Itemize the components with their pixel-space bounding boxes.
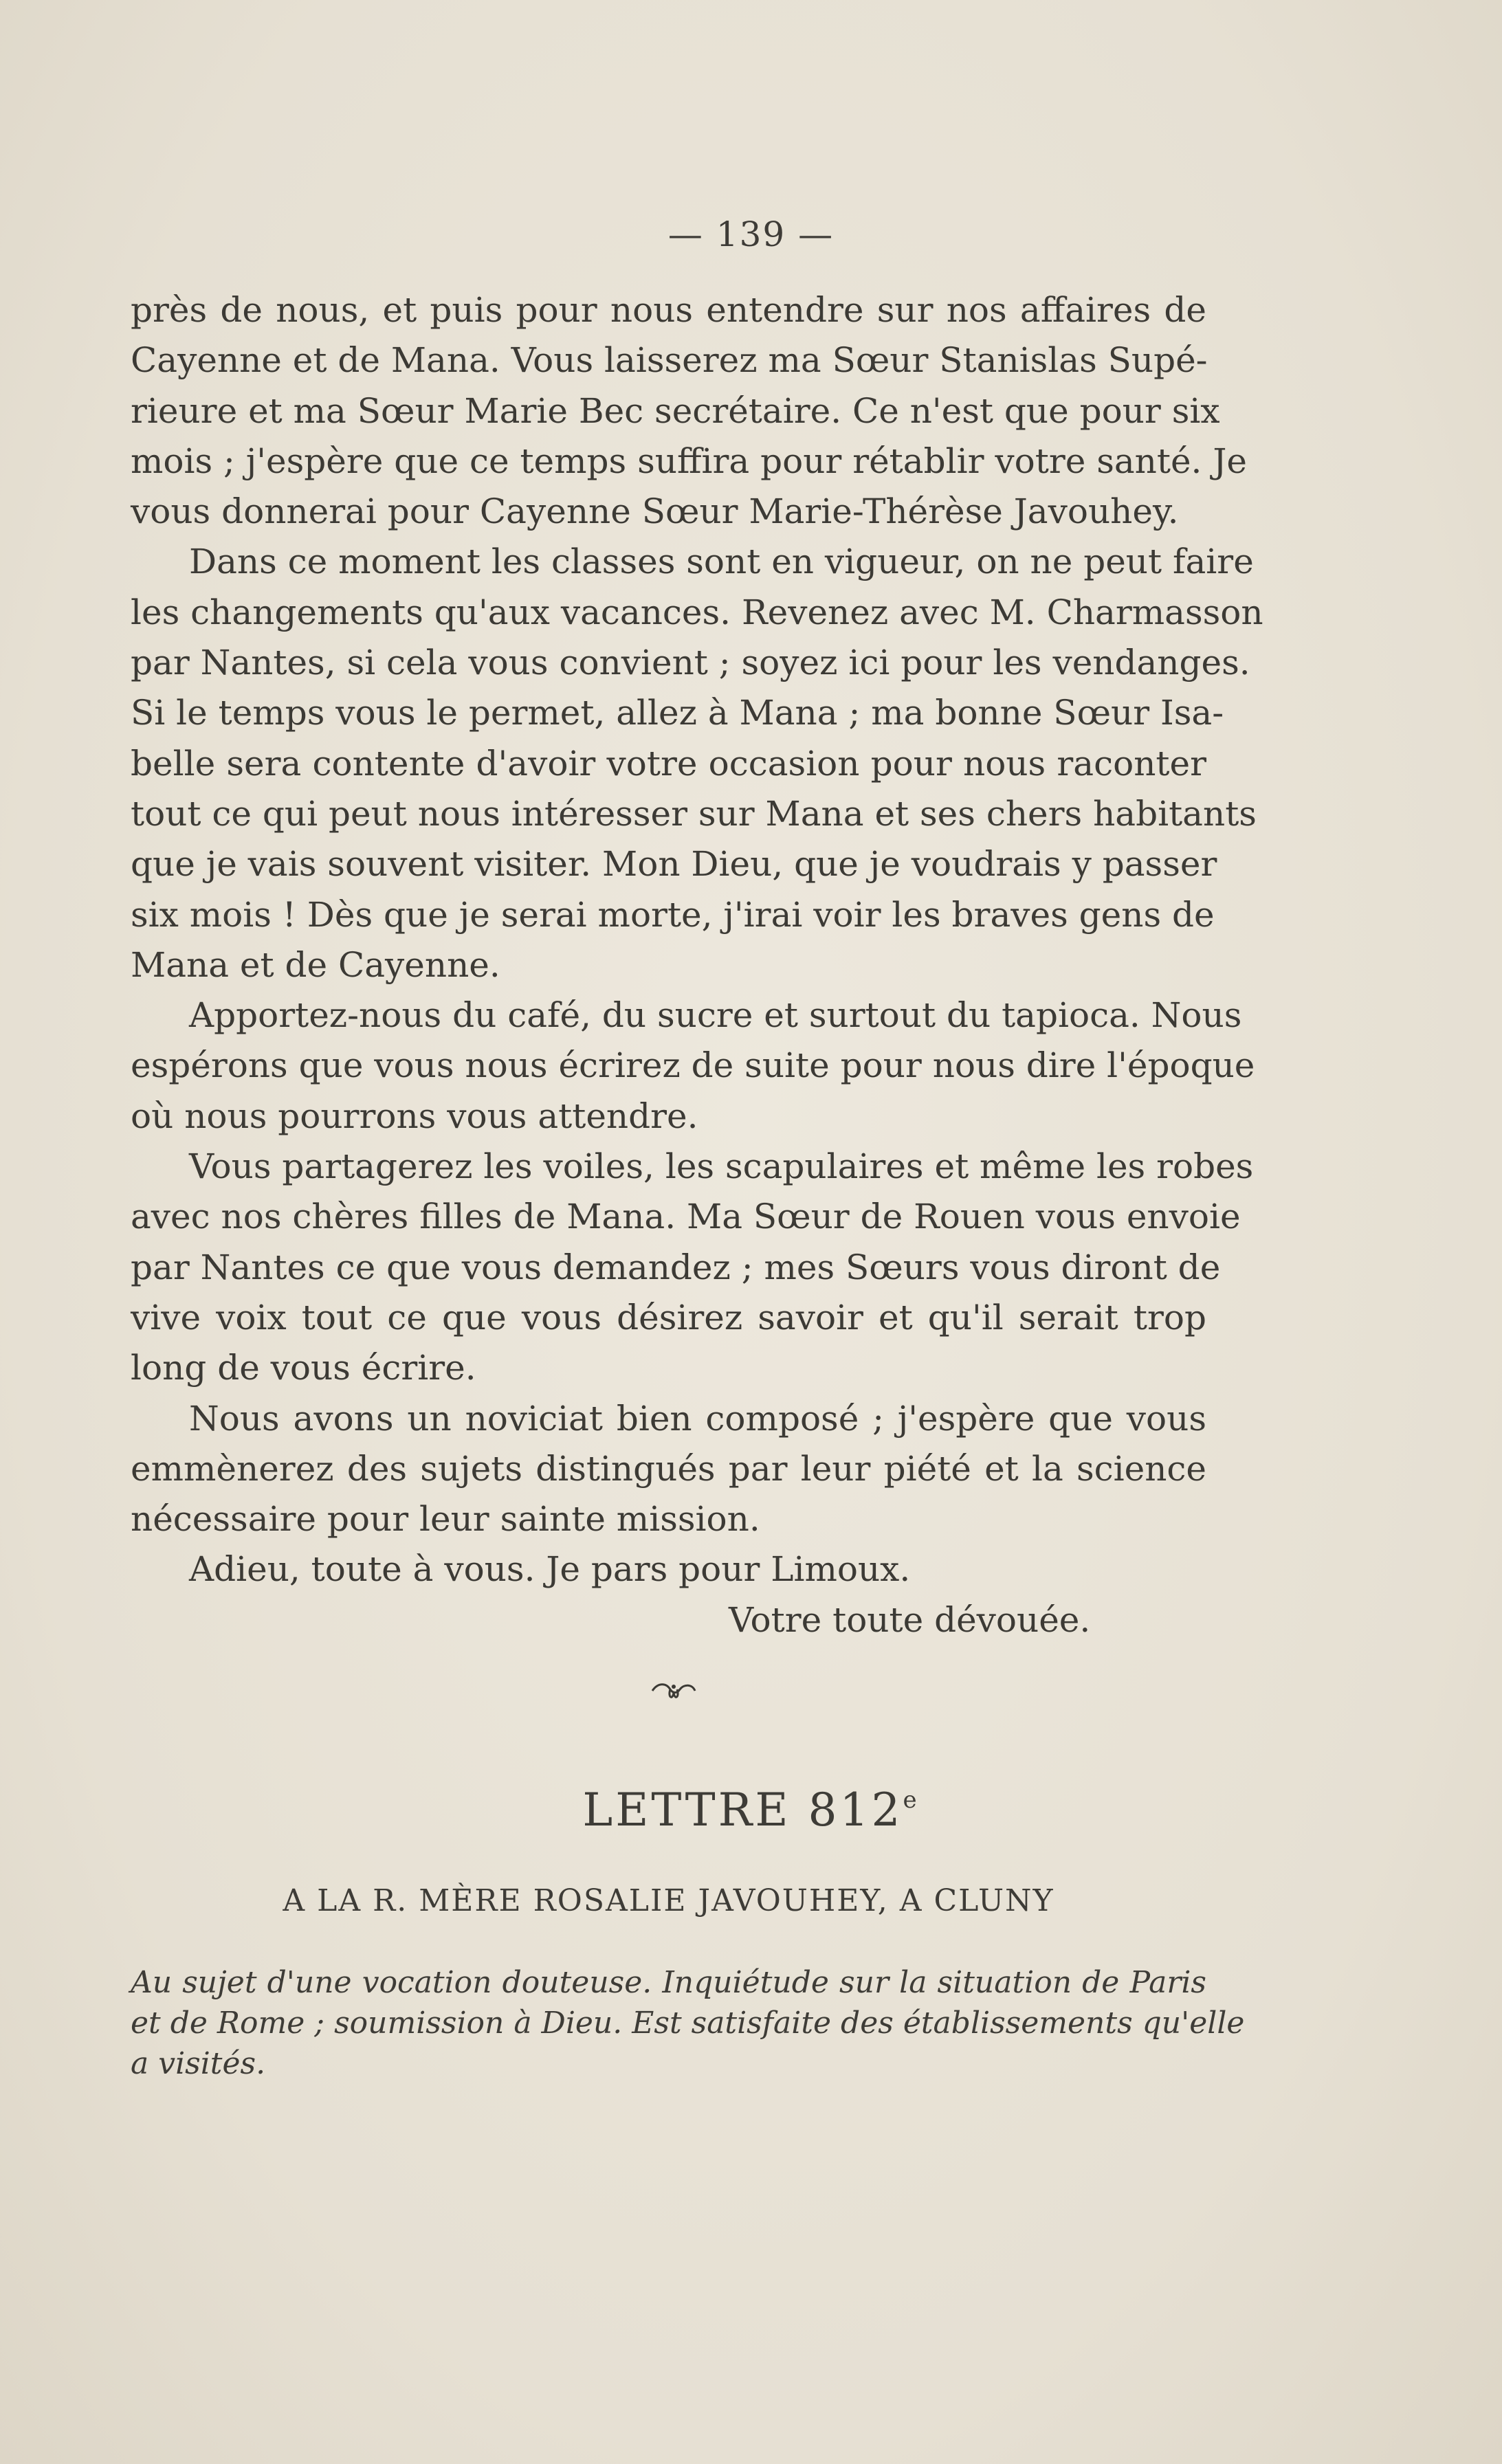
body-line: Mana et de Cayenne. bbox=[131, 944, 500, 985]
page-number: — 139 — bbox=[667, 214, 835, 254]
letter-summary bbox=[131, 1962, 1245, 2084]
body-line: six mois ! Dès que je serai morte, j'irai voir les braves gens de bbox=[131, 894, 1215, 935]
body-line: Cayenne et de Mana. Vous laisserez ma Sœur Stanislas Supé- bbox=[131, 340, 1208, 381]
letter-addressee: A LA R. MÈRE ROSALIE JAVOUHEY, A CLUNY bbox=[283, 1883, 1054, 1918]
body-line: rieure et ma Sœur Marie Bec secrétaire. Ce n'est que pour six bbox=[131, 390, 1220, 431]
body-line: Adieu, toute à vous. Je pars pour Limoux. bbox=[189, 1549, 911, 1590]
body-line: vous donnerai pour Cayenne Sœur Marie-Thérèse Javouhey. bbox=[131, 491, 1179, 532]
body-line: mois ; j'espère que ce temps suffira pour rétablir votre santé. Je bbox=[131, 441, 1247, 481]
body-line: par Nantes ce que vous demandez ; mes Sœurs vous diront de bbox=[131, 1247, 1221, 1287]
letter-title-text: LETTRE 812 bbox=[582, 1784, 903, 1836]
summary-line: et de Rome ; soumission à Dieu. Est satisfaite des établissements qu'elle bbox=[131, 2006, 1245, 2041]
body-line: Vous partagerez les voiles, les scapulaires et même les robes bbox=[189, 1146, 1254, 1187]
body-line: vive voix tout ce que vous désirez savoir et qu'il serait trop bbox=[131, 1297, 1206, 1338]
body-line: Nous avons un noviciat bien composé ; j'espère que vous bbox=[189, 1398, 1206, 1439]
body-line: emmènerez des sujets distingués par leur piété et la science bbox=[131, 1448, 1206, 1489]
body-line: près de nous, et puis pour nous entendre sur nos affaires de bbox=[131, 290, 1206, 330]
body-line: Apportez-nous du café, du sucre et surtout du tapioca. Nous bbox=[189, 995, 1242, 1036]
summary-line: a visités. bbox=[131, 2046, 266, 2081]
body-line: les changements qu'aux vacances. Revenez avec M. Charmasson bbox=[131, 592, 1263, 632]
body-line: Dans ce moment les classes sont en vigueur, on ne peut faire bbox=[189, 542, 1254, 582]
body-line: long de vous écrire. bbox=[131, 1348, 476, 1388]
body-line: où nous pourrons vous attendre. bbox=[131, 1096, 698, 1136]
summary-line: Au sujet d'une vocation douteuse. Inquiétude sur la situation de Paris bbox=[131, 1965, 1206, 2000]
body-line: espérons que vous nous écrirez de suite pour nous dire l'époque bbox=[131, 1045, 1255, 1086]
signature: Votre toute dévouée. bbox=[729, 1599, 1091, 1640]
letter-body bbox=[131, 285, 1263, 1645]
body-line: tout ce qui peut nous intéresser sur Mana et ses chers habitants bbox=[131, 793, 1257, 834]
letter-title-superscript: e bbox=[903, 1786, 920, 1814]
body-line: par Nantes, si cela vous convient ; soyez ici pour les vendanges. bbox=[131, 643, 1250, 683]
body-line: nécessaire pour leur sainte mission. bbox=[131, 1499, 760, 1540]
body-line: que je vais souvent visiter. Mon Dieu, que je voudrais y passer bbox=[131, 844, 1217, 885]
letter-title bbox=[0, 1784, 1502, 1836]
body-line: avec nos chères filles de Mana. Ma Sœur de Rouen vous envoie bbox=[131, 1197, 1241, 1237]
body-line: Si le temps vous le permet, allez à Mana ; ma bonne Sœur Isa- bbox=[131, 693, 1224, 733]
body-line: belle sera contente d'avoir votre occasion pour nous raconter bbox=[131, 743, 1206, 784]
fleuron-ornament-icon bbox=[650, 1677, 698, 1705]
